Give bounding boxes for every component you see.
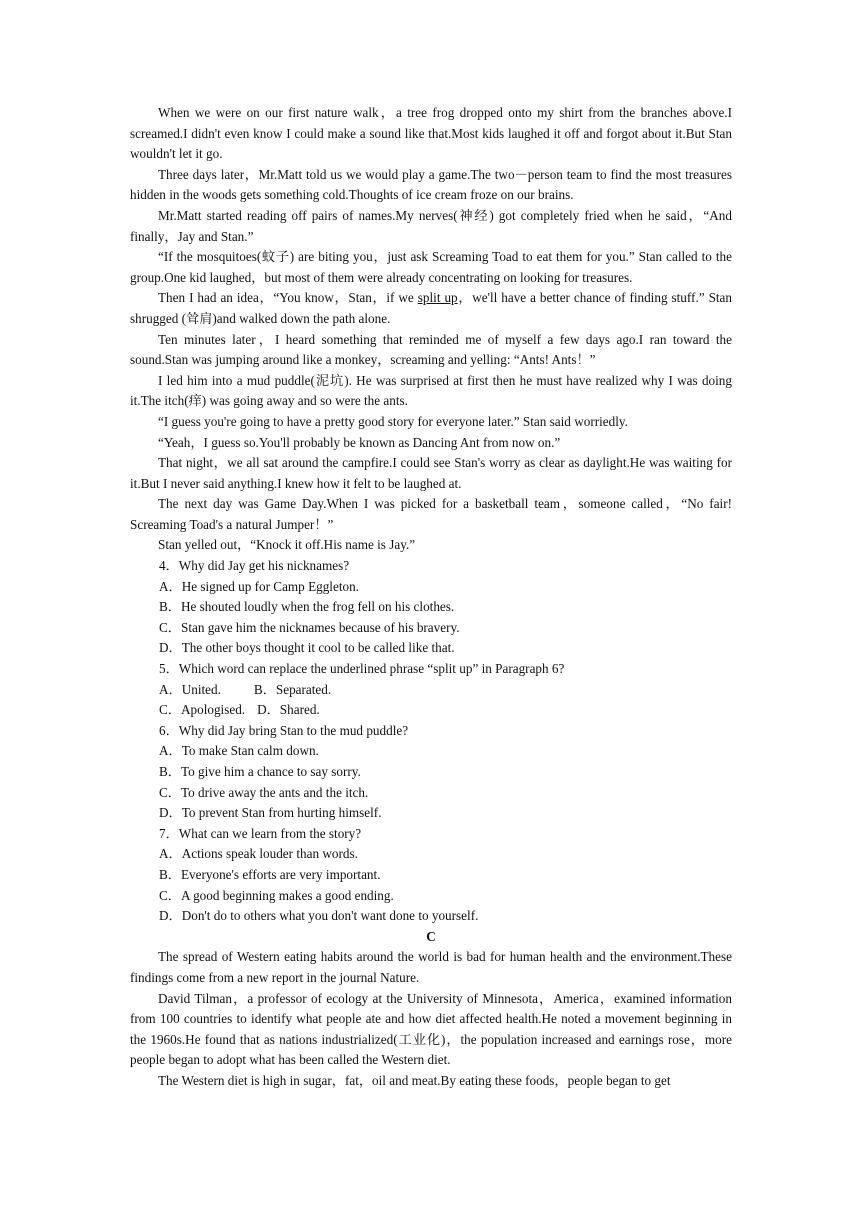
option: A．Actions speak louder than words. [159, 846, 358, 862]
paragraph: Stan yelled out，“Knock it off.His name is Jay.” [158, 537, 416, 553]
paragraph: The Western diet is high in sugar，fat，oil and meat.By eating these foods，people began to get [158, 1072, 671, 1088]
paragraph-split-up [130, 288, 732, 329]
option: D．Don't do to others what you don't want done to yourself. [159, 908, 479, 924]
text-fragment: ，we'll have a better chance of finding stuff.” Stan shrugged (耸肩)and walked down the path alone. [130, 290, 733, 326]
option: B．Separated. [253, 681, 332, 697]
section-heading: C [426, 928, 436, 944]
option: C．To drive away the ants and the itch. [159, 784, 369, 800]
paragraph: Ten minutes later，I heard something that reminded me of myself a few days ago.I ran toward the sound.Stan was jumping around like a monkey，screaming and yelling: “Ants! Ants！” [130, 331, 732, 368]
question-stem: 4．Why did Jay get his nicknames? [159, 558, 350, 574]
underlined-phrase: split up [417, 290, 458, 306]
option: C．A good beginning makes a good ending. [159, 887, 394, 903]
paragraph: When we were on our first nature walk，a tree frog dropped onto my shirt from the branches above.I screamed.I didn't even know I could make a sound like that.Most kids laughed it off and forgot about it.But Stan wouldn't let it go. [130, 105, 732, 162]
text-fragment: Then I had an idea，“You know，Stan，if we [158, 290, 418, 306]
option: B．To give him a chance to say sorry. [159, 764, 361, 779]
paragraph: “I guess you're going to have a pretty good story for everyone later.” Stan said worriedly. [158, 413, 628, 429]
option: C．Apologised. [159, 702, 246, 718]
option: B．Everyone's efforts are very important. [159, 866, 381, 882]
paragraph: “Yeah，I guess so.You'll probably be known as Dancing Ant from now on.” [158, 434, 561, 450]
option: D．Shared. [257, 702, 320, 718]
question-stem: 7．What can we learn from the story? [159, 825, 362, 841]
paragraph: That night，we all sat around the campfire.I could see Stan's worry as clear as daylight.He was waiting for it.But I never said anything.I knew how it felt to be laughed at. [130, 455, 732, 491]
option: D．To prevent Stan from hurting himself. [159, 805, 382, 821]
option: A．He signed up for Camp Eggleton. [159, 578, 359, 594]
option: A．To make Stan calm down. [159, 743, 319, 759]
option-row [130, 700, 732, 721]
option: D．The other boys thought it cool to be called like that. [159, 640, 455, 656]
option: B．He shouted loudly when the frog fell on his clothes. [159, 599, 455, 615]
paragraph: The next day was Game Day.When I was picked for a basketball team，someone called，“No fair! Screaming Toad's a natural Jumper！” [130, 496, 732, 532]
document-page [130, 103, 732, 1092]
paragraph: David Tilman，a professor of ecology at the University of Minnesota，America，examined information from 100 countries to identify what people ate and how diet affected health.He noted a movement beginning in the 1960s.He found that as nations industrialized(工业化)，the population increased and earnings rose，more people began to adopt what has been called the Western diet. [130, 990, 732, 1068]
paragraph: “If the mosquitoes(蚊子) are biting you，just ask Screaming Toad to eat them for you.” Stan called to the group.One kid laughed，but most of them were already concentrating on looking for treasures. [130, 249, 732, 285]
paragraph: I led him into a mud puddle(泥坑). He was surprised at first then he must have realized why I was doing it.The itch(痒) was going away and so were the ants. [130, 372, 732, 409]
paragraph: Mr.Matt started reading off pairs of names.My nerves(神经) got completely fried when he said，“And finally，Jay and Stan.” [130, 207, 732, 244]
question-stem: 5．Which word can replace the underlined phrase “split up” in Paragraph 6? [159, 661, 565, 677]
option: A．United. [159, 681, 221, 697]
option: C．Stan gave him the nicknames because of his bravery. [159, 619, 460, 635]
paragraph: The spread of Western eating habits around the world is bad for human health and the environment.These findings come from a new report in the journal Nature. [130, 949, 732, 985]
question-stem: 6．Why did Jay bring Stan to the mud puddle? [159, 722, 409, 738]
option-row [130, 680, 732, 701]
paragraph: Three days later，Mr.Matt told us we would play a game.The two－person team to find the most treasures hidden in the woods gets something cold.Thoughts of ice cream froze on our brains. [130, 166, 732, 203]
